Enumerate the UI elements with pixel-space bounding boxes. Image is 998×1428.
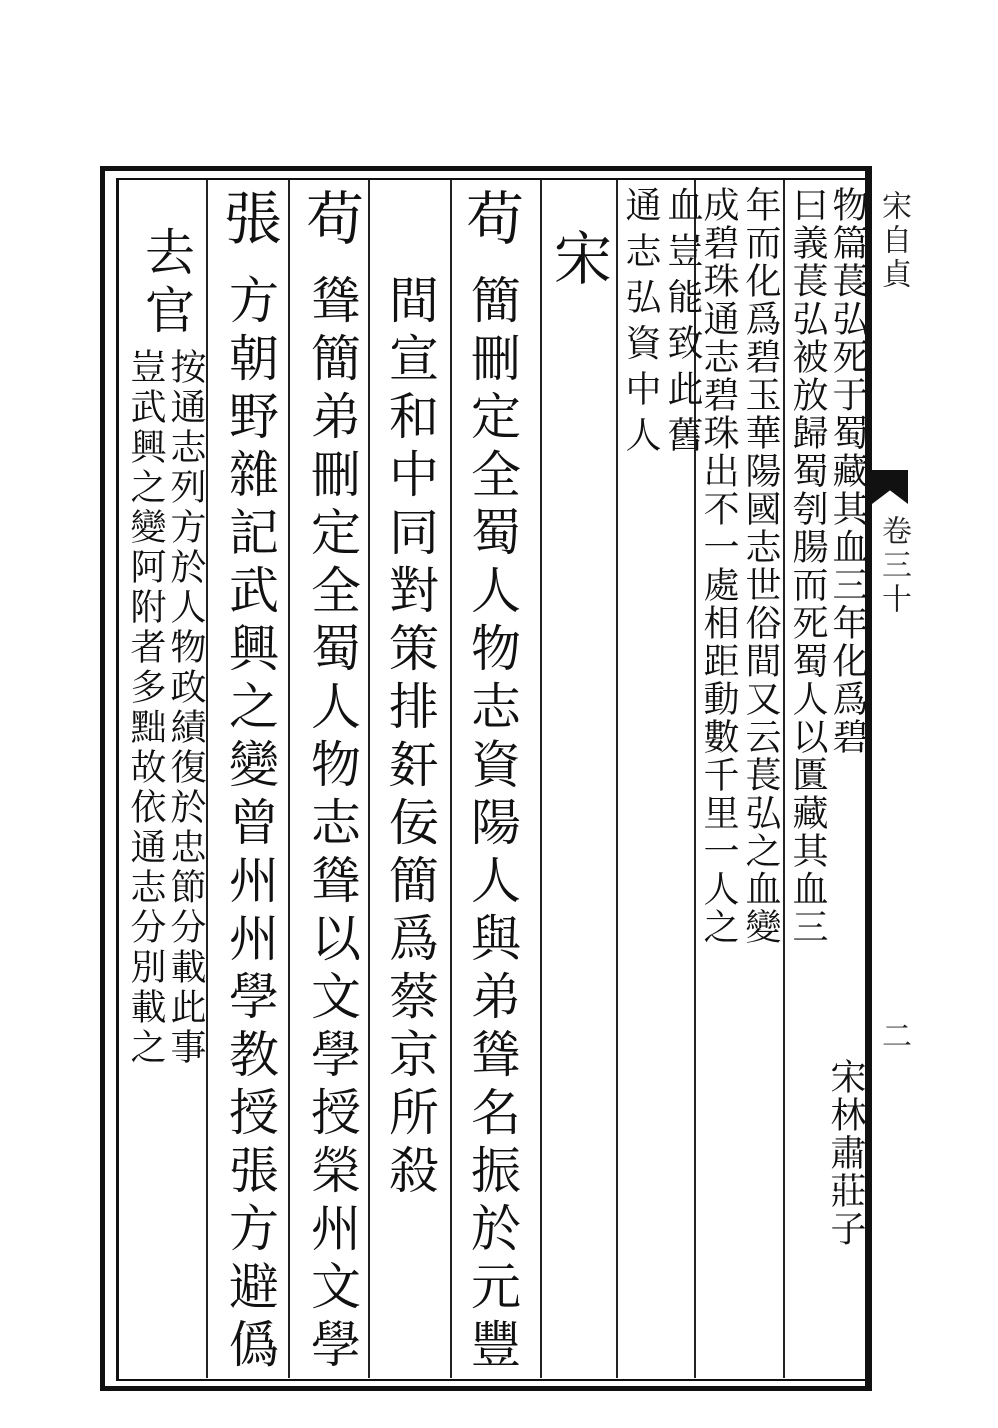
note-line: 通志弘資中人 — [620, 186, 661, 462]
person-name-heading: 張 — [214, 188, 282, 254]
person-name-heading: 苟 — [296, 188, 364, 254]
note-column-2 — [698, 186, 780, 946]
column-rule — [368, 180, 370, 1378]
text-column: 簡刪定全蜀人物志資陽人與弟聳名振於元豐 — [463, 274, 521, 1376]
column-rule — [206, 180, 208, 1378]
fold-page-number: 二 — [876, 1020, 911, 1054]
column-rule — [540, 180, 542, 1378]
dynasty-heading: 宋 — [544, 228, 612, 294]
column-rule — [288, 180, 290, 1378]
fold-volume: 卷三十 — [876, 515, 911, 617]
column-rule — [783, 180, 785, 1378]
note-line: 豈武興之變阿附者多黜故依通志分別載之 — [125, 348, 166, 1068]
note-column-9 — [126, 348, 204, 1068]
note-column-1 — [788, 186, 866, 946]
column-rule — [450, 180, 452, 1378]
note-line: 成碧珠通志碧珠出不一處相距動數千里一人之 — [698, 186, 739, 946]
note-column-3 — [620, 186, 702, 462]
note-line: 按通志列方於人物政績復於忠節分載此事 — [165, 348, 206, 1068]
note-line: 曰義萇弘被放歸蜀刳腸而死蜀人以匱藏其血三 — [787, 186, 828, 946]
note-line: 物篇萇弘死于蜀藏其血三年化爲碧 — [827, 186, 868, 756]
fishtail-mark — [872, 470, 908, 504]
note-line: 血豈能致此舊 — [662, 186, 703, 462]
text-column: 聳簡弟刪定全蜀人物志聳以文學授榮州文學 — [303, 274, 361, 1376]
note-line: 年而化爲碧玉華陽國志世俗間又云萇弘之血變 — [740, 186, 781, 946]
column-rule — [616, 180, 618, 1378]
person-name-heading: 苟 — [456, 188, 524, 254]
fold-line — [870, 166, 872, 1391]
text-column-head: 去官 — [137, 226, 195, 342]
text-column: 間宣和中同對策排姧佞簡爲蔡京所殺 — [381, 274, 439, 1202]
note-line-citation: 宋林肅莊子 — [825, 1058, 866, 1248]
text-column: 方朝野雜記武興之變曾州州學教授張方避僞 — [221, 274, 279, 1376]
fold-title: 宋自貞 — [876, 190, 911, 292]
